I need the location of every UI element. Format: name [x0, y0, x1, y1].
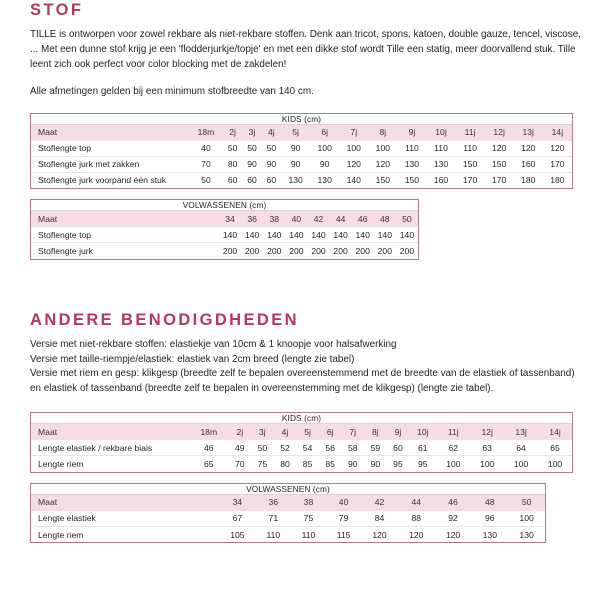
cell: 200 — [263, 243, 285, 259]
column-header: 36 — [256, 494, 291, 510]
cell: 58 — [341, 440, 364, 456]
column-header: 34 — [219, 211, 241, 227]
column-header: 44 — [330, 211, 352, 227]
cell: 120 — [435, 526, 472, 542]
cell: 140 — [307, 227, 329, 243]
cell: 65 — [189, 456, 229, 472]
column-header: 48 — [374, 211, 396, 227]
cell: 70 — [189, 156, 223, 172]
table-caption-row — [31, 114, 572, 125]
cell: 75 — [291, 510, 326, 526]
cell: 100 — [436, 456, 470, 472]
column-header: 10j — [409, 424, 436, 440]
column-header-maat: Maat — [31, 424, 189, 440]
spacer — [30, 72, 587, 85]
column-header: 6j — [310, 124, 339, 140]
table-row — [31, 456, 572, 472]
cell: 90 — [341, 456, 364, 472]
cell: 80 — [274, 456, 297, 472]
cell: 92 — [435, 510, 472, 526]
spacer — [30, 473, 587, 483]
column-header: 4j — [274, 424, 297, 440]
cell: 140 — [330, 227, 352, 243]
cell: 140 — [241, 227, 263, 243]
cell: 110 — [426, 140, 455, 156]
cell: 200 — [330, 243, 352, 259]
benodigdheden-paragraph-1: Versie met niet-rekbare stoffen: elastiekje van 10cm & 1 knoopje voor halsafwerking — [30, 339, 397, 350]
column-header: 4j — [262, 124, 281, 140]
cell: 71 — [256, 510, 291, 526]
cell: 120 — [514, 140, 543, 156]
column-header: 38 — [291, 494, 326, 510]
cell: 180 — [514, 172, 543, 188]
row-label: Lengte riem — [31, 456, 189, 472]
cell: 90 — [310, 156, 339, 172]
cell: 100 — [504, 456, 538, 472]
cell: 200 — [374, 243, 396, 259]
cell: 200 — [396, 243, 418, 259]
column-header: 12j — [485, 124, 514, 140]
column-header: 12j — [470, 424, 504, 440]
cell: 200 — [352, 243, 374, 259]
column-header: 18m — [189, 124, 223, 140]
table-row — [31, 526, 545, 542]
cell: 130 — [310, 172, 339, 188]
cell: 46 — [189, 440, 229, 456]
column-header: 11j — [436, 424, 470, 440]
table-volwassenen-benodigdheden — [30, 483, 546, 544]
column-header: 42 — [307, 211, 329, 227]
column-header: 2j — [229, 424, 252, 440]
cell: 56 — [319, 440, 342, 456]
column-header: 13j — [514, 124, 543, 140]
column-header: 3j — [251, 424, 274, 440]
cell: 90 — [262, 156, 281, 172]
table-row — [31, 243, 418, 259]
table-row — [31, 440, 572, 456]
table-header-row — [31, 424, 572, 440]
table-caption-row — [31, 484, 545, 495]
table-row — [31, 227, 418, 243]
cell: 120 — [485, 140, 514, 156]
cell: 50 — [262, 140, 281, 156]
table — [31, 484, 545, 543]
row-label: Lengte elastiek — [31, 510, 219, 526]
cell: 150 — [397, 172, 426, 188]
cell: 60 — [223, 172, 242, 188]
column-header: 14j — [543, 124, 572, 140]
column-header: 7j — [339, 124, 368, 140]
column-header: 8j — [364, 424, 387, 440]
cell: 63 — [470, 440, 504, 456]
cell: 100 — [538, 456, 572, 472]
cell: 120 — [543, 140, 572, 156]
cell: 200 — [219, 243, 241, 259]
cell: 130 — [397, 156, 426, 172]
column-header: 8j — [368, 124, 397, 140]
benodigdheden-paragraph-2: Versie met taille-riempje/elastiek: elastiek van 2cm breed (lengte zie tabel) — [30, 353, 355, 365]
cell: 120 — [339, 156, 368, 172]
cell: 50 — [242, 140, 261, 156]
cell: 100 — [508, 510, 545, 526]
column-header: 5j — [296, 424, 319, 440]
column-header: 44 — [398, 494, 435, 510]
cell: 100 — [368, 140, 397, 156]
column-header: 48 — [471, 494, 508, 510]
section-heading-stof: STOF — [30, 1, 84, 19]
column-header: 9j — [397, 124, 426, 140]
cell: 140 — [339, 172, 368, 188]
section-heading-andere-benodigdheden: ANDERE BENODIGDHEDEN — [30, 310, 299, 329]
cell: 90 — [281, 140, 310, 156]
cell: 96 — [471, 510, 508, 526]
cell: 85 — [296, 456, 319, 472]
cell: 70 — [229, 456, 252, 472]
stof-intro-paragraph: TILLE is ontworpen voor zowel rekbare als niet-rekbare stoffen. Denk aan tricot, spons, katoen, double gauze, tencel, viscose, ... Met een dunne stof krijg je een 'flodderjurkje/topje' en met een dikke stof wordt Tille een statig, meer doorvallend stuk. Tille leent zich ook perfect voor color blocking met de zakdelen! — [30, 29, 581, 70]
cell: 150 — [456, 156, 485, 172]
table — [31, 200, 418, 259]
cell: 90 — [281, 156, 310, 172]
row-label: Stoflengte jurk — [31, 243, 219, 259]
column-header: 14j — [538, 424, 572, 440]
column-header: 46 — [435, 494, 472, 510]
column-header-maat: Maat — [31, 494, 219, 510]
spacer — [30, 290, 587, 312]
cell: 150 — [368, 172, 397, 188]
cell: 60 — [242, 172, 261, 188]
cell: 170 — [456, 172, 485, 188]
cell: 160 — [426, 172, 455, 188]
table-kids-stof — [30, 113, 573, 190]
cell: 140 — [263, 227, 285, 243]
cell: 50 — [223, 140, 242, 156]
cell: 140 — [374, 227, 396, 243]
cell: 100 — [310, 140, 339, 156]
table-caption: VOLWASSENEN (cm) — [31, 484, 545, 495]
cell: 67 — [219, 510, 256, 526]
cell: 80 — [223, 156, 242, 172]
cell: 110 — [456, 140, 485, 156]
cell: 95 — [387, 456, 410, 472]
spacer — [30, 189, 587, 199]
table-row — [31, 172, 572, 188]
row-label: Stoflengte top — [31, 140, 189, 156]
spacer — [30, 396, 587, 412]
column-header: 34 — [219, 494, 256, 510]
benodigdheden-paragraph-3: Versie met riem en gesp: klikgesp (breedte zelf te bepalen overeenstemmend met de breedte van de elastiek of tassenband) en elastiek of tassenband (breedte zelf te bepalen in overeenstemming met de klikgesp) (lengte zie tabel). — [30, 368, 575, 394]
cell: 120 — [398, 526, 435, 542]
column-header: 36 — [241, 211, 263, 227]
column-header: 46 — [352, 211, 374, 227]
column-header: 40 — [285, 211, 307, 227]
column-header: 7j — [341, 424, 364, 440]
table-caption: KIDS (cm) — [31, 114, 572, 125]
cell: 79 — [326, 510, 361, 526]
column-header: 18m — [189, 424, 229, 440]
cell: 120 — [361, 526, 398, 542]
cell: 50 — [189, 172, 223, 188]
row-label: Lengte riem — [31, 526, 219, 542]
column-header: 11j — [456, 124, 485, 140]
table-caption: KIDS (cm) — [31, 413, 572, 424]
table-row — [31, 156, 572, 172]
column-header: 42 — [361, 494, 398, 510]
cell: 54 — [296, 440, 319, 456]
cell: 120 — [368, 156, 397, 172]
cell: 100 — [339, 140, 368, 156]
cell: 200 — [241, 243, 263, 259]
cell: 115 — [326, 526, 361, 542]
table-kids-benodigdheden — [30, 412, 573, 473]
table — [31, 114, 572, 189]
column-header: 13j — [504, 424, 538, 440]
cell: 85 — [319, 456, 342, 472]
cell: 61 — [409, 440, 436, 456]
cell: 60 — [387, 440, 410, 456]
row-label: Stoflengte jurk met zakken — [31, 156, 189, 172]
column-header-maat: Maat — [31, 124, 189, 140]
spacer — [30, 260, 587, 290]
column-header-maat: Maat — [31, 211, 219, 227]
cell: 84 — [361, 510, 398, 526]
table-row — [31, 510, 545, 526]
cell: 105 — [219, 526, 256, 542]
cell: 65 — [538, 440, 572, 456]
document-content — [30, 2, 587, 543]
cell: 75 — [251, 456, 274, 472]
cell: 170 — [543, 156, 572, 172]
cell: 110 — [256, 526, 291, 542]
cell: 140 — [219, 227, 241, 243]
column-header: 10j — [426, 124, 455, 140]
column-header: 38 — [263, 211, 285, 227]
cell: 40 — [189, 140, 223, 156]
column-header: 50 — [396, 211, 418, 227]
cell: 130 — [426, 156, 455, 172]
column-header: 2j — [223, 124, 242, 140]
row-label: Lengte elastiek / rekbare biais — [31, 440, 189, 456]
cell: 130 — [508, 526, 545, 542]
table-volwassenen-stof — [30, 199, 419, 260]
cell: 130 — [471, 526, 508, 542]
cell: 170 — [485, 172, 514, 188]
cell: 110 — [291, 526, 326, 542]
cell: 140 — [396, 227, 418, 243]
table-caption: VOLWASSENEN (cm) — [31, 200, 418, 211]
table — [31, 413, 572, 472]
cell: 110 — [397, 140, 426, 156]
cell: 50 — [251, 440, 274, 456]
column-header: 50 — [508, 494, 545, 510]
cell: 200 — [285, 243, 307, 259]
column-header: 9j — [387, 424, 410, 440]
stof-note-paragraph: Alle afmetingen gelden bij een minimum stofbreedte van 140 cm. — [30, 86, 314, 98]
table-header-row — [31, 124, 572, 140]
table-caption-row — [31, 200, 418, 211]
column-header: 6j — [319, 424, 342, 440]
cell: 95 — [409, 456, 436, 472]
cell: 62 — [436, 440, 470, 456]
row-label: Stoflengte top — [31, 227, 219, 243]
cell: 160 — [514, 156, 543, 172]
cell: 64 — [504, 440, 538, 456]
cell: 100 — [470, 456, 504, 472]
table-caption-row — [31, 413, 572, 424]
cell: 200 — [307, 243, 329, 259]
cell: 140 — [285, 227, 307, 243]
table-header-row — [31, 494, 545, 510]
cell: 88 — [398, 510, 435, 526]
column-header: 40 — [326, 494, 361, 510]
cell: 52 — [274, 440, 297, 456]
spacer — [30, 100, 587, 113]
cell: 59 — [364, 440, 387, 456]
cell: 140 — [352, 227, 374, 243]
cell: 180 — [543, 172, 572, 188]
cell: 90 — [242, 156, 261, 172]
cell: 150 — [485, 156, 514, 172]
table-header-row — [31, 211, 418, 227]
cell: 49 — [229, 440, 252, 456]
column-header: 5j — [281, 124, 310, 140]
row-label: Stoflengte jurk voorpand één stuk — [31, 172, 189, 188]
cell: 130 — [281, 172, 310, 188]
cell: 90 — [364, 456, 387, 472]
column-header: 3j — [242, 124, 261, 140]
table-row — [31, 140, 572, 156]
cell: 60 — [262, 172, 281, 188]
